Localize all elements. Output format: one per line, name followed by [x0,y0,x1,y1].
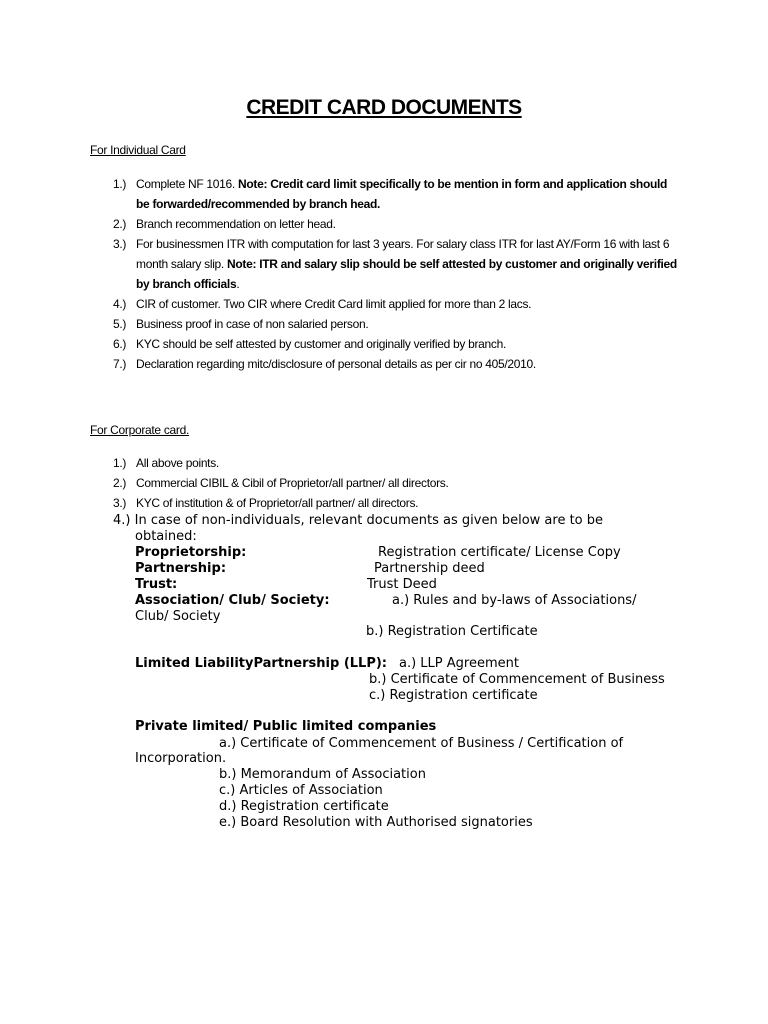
companies-item-a: a.) Certificate of Commencement of Business / Certification of [219,736,624,751]
individual-card-heading: For Individual Card [90,143,186,157]
list-item: 2.) Branch recommendation on letter head. [113,217,336,231]
companies-item-a-cont: Incorporation. [135,751,227,766]
companies-label: Private limited/ Public limited companies [135,719,437,734]
association-item-b: b.) Registration Certificate [366,624,538,639]
companies-item-e: e.) Board Resolution with Authorised signatories [219,815,533,830]
list-item: 1.) Complete NF 1016. Note: Credit card limit specifically to be mention in form and application should be forwarded/recommended by branch head. [113,177,668,211]
list-item: 6.) KYC should be self attested by customer and originally verified by branch. [113,337,507,351]
corporate-card-list [113,453,683,513]
list-item: 7.) Declaration regarding mitc/disclosure of personal details as per cir no 405/2010. [113,357,536,371]
item4-intro-line2: obtained: [135,529,197,544]
association-label: Association/ Club/ Society: [135,593,330,608]
partnership-label: Partnership: [135,561,227,576]
companies-item-d: d.) Registration certificate [219,799,389,814]
companies-item-c: c.) Articles of Association [219,783,383,798]
trust-value: Trust Deed [367,577,437,592]
proprietorship-label: Proprietorship: [135,545,247,560]
list-item: 3.) KYC of institution & of Proprietor/all partner/ all directors. [113,496,419,510]
trust-label: Trust: [135,577,178,592]
list-item: 4.) CIR of customer. Two CIR where Credit Card limit applied for more than 2 lacs. [113,297,532,311]
list-item: 2.) Commercial CIBIL & Cibil of Proprietor/all partner/ all directors. [113,476,449,490]
list-item: 5.) Business proof in case of non salaried person. [113,317,369,331]
association-item-a: a.) Rules and by-laws of Associations/ [392,593,637,608]
partnership-value: Partnership deed [374,561,485,576]
llp-item-c: c.) Registration certificate [369,688,538,703]
association-item-a-cont: Club/ Society [135,609,221,624]
list-item: 1.) All above points. [113,456,219,470]
page-title: CREDIT CARD DOCUMENTS [246,96,522,119]
companies-item-b: b.) Memorandum of Association [219,767,426,782]
individual-card-list [113,174,683,374]
item4-intro-line1: 4.) In case of non-individuals, relevant documents as given below are to be [113,513,604,528]
llp-item-b: b.) Certificate of Commencement of Business [369,672,665,687]
corporate-card-heading: For Corporate card. [90,423,190,437]
llp-label: Limited LiabilityPartnership (LLP): [135,656,387,671]
proprietorship-value: Registration certificate/ License Copy [378,545,621,560]
llp-item-a: a.) LLP Agreement [399,656,519,671]
list-item: 3.) For businessmen ITR with computation for last 3 years. For salary class ITR for last AY/Form 16 with last 6 month salary slip. Note: ITR and salary slip should be self attested by customer and originally verified by branch officials. [113,237,677,291]
